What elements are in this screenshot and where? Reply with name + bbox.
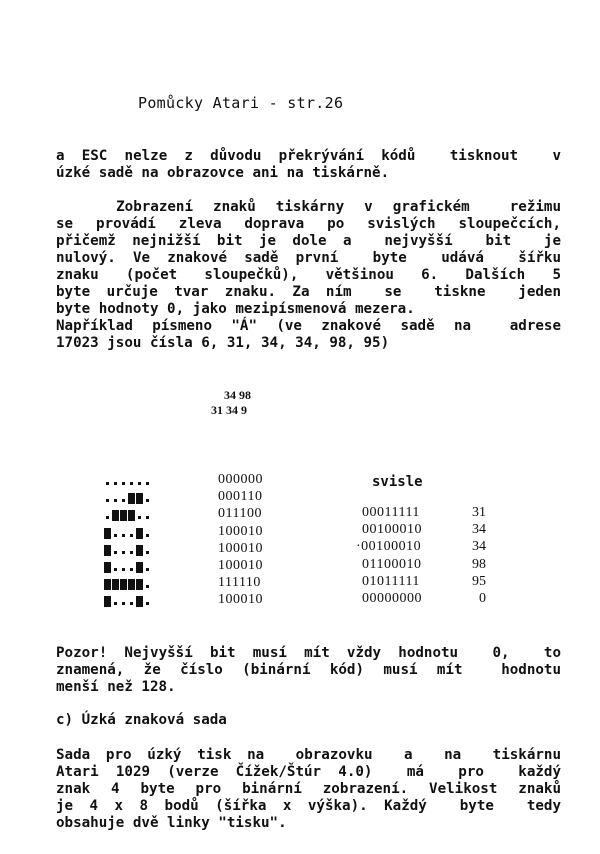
text-line: Například písmeno "Á" (ve znakové sadě na adrese <box>56 318 561 334</box>
pixel-on <box>128 579 135 590</box>
pixel-off <box>144 562 151 573</box>
pixel-on <box>104 579 111 590</box>
pixel-on <box>104 545 111 556</box>
pixel-off <box>128 528 135 539</box>
text-line: znak 4 byte pro binární zobrazení. Velikost znaků <box>56 781 561 797</box>
pixel-off <box>104 493 111 504</box>
text-line: byte hodnoty 0, jako mezipísmenová mezera. <box>56 301 415 317</box>
pixel-on <box>120 579 127 590</box>
binary-pattern: 100010 <box>218 592 263 608</box>
pixel-off <box>144 596 151 607</box>
text-line: 17023 jsou čísla 6, 31, 34, 34, 98, 95) <box>56 335 390 351</box>
pixel-off <box>104 510 111 521</box>
paragraph-2 <box>56 199 561 352</box>
binary-pattern: 100010 <box>218 523 263 539</box>
pixel-off <box>136 476 143 487</box>
pixel-off <box>112 493 119 504</box>
vertical-bits: 00100010 <box>362 522 422 538</box>
binary-pattern: 000110 <box>218 489 263 505</box>
binary-pattern: 111110 <box>218 575 261 591</box>
pixel-on <box>112 579 119 590</box>
pixel-off <box>112 596 119 607</box>
vertical-bits: 01100010 <box>362 556 422 572</box>
glyph-row <box>104 573 152 590</box>
pixel-off <box>128 476 135 487</box>
pixel-on <box>104 528 111 539</box>
text-line: znamená, že číslo (binární kód) musí mít hodnotu <box>56 662 561 678</box>
pixel-on <box>112 510 119 521</box>
glyph-row <box>104 522 152 539</box>
vertical-value: 31 <box>472 505 486 520</box>
pixel-off <box>104 476 111 487</box>
glyph-row <box>104 487 152 504</box>
pixel-off <box>112 528 119 539</box>
pixel-on <box>136 528 143 539</box>
pixel-off <box>128 545 135 556</box>
text-line: se provádí zleva doprava po svislých sloupečcích, <box>56 216 561 232</box>
pixel-off <box>120 493 127 504</box>
pixel-on <box>128 493 135 504</box>
pixel-on <box>136 596 143 607</box>
vertical-bits: 00000000 <box>362 591 422 606</box>
pixel-off <box>120 528 127 539</box>
figure-number-line-1: 34 98 <box>224 388 251 402</box>
pixel-on <box>136 579 143 590</box>
pixel-off <box>144 476 151 487</box>
pixel-off <box>112 476 119 487</box>
text-line: Zobrazení znaků tiskárny v grafickém režimu <box>56 199 561 215</box>
vertical-heading: svisle <box>372 474 423 490</box>
pixel-off <box>112 545 119 556</box>
glyph-row <box>104 556 152 573</box>
pixel-off <box>144 579 151 590</box>
pixel-off <box>120 562 127 573</box>
page-title: Pomůcky Atari - str.26 <box>138 94 344 112</box>
vertical-value: 34 <box>472 539 486 555</box>
vertical-bits: 00011111 <box>362 505 420 520</box>
text-line: úzké sadě na obrazovce ani na tiskárně. <box>56 165 390 181</box>
text-line: obsahuje dvě linky "tisku". <box>56 815 287 831</box>
text-line: nulový. Ve znakové sadě první byte udává šířku <box>56 250 561 266</box>
text-line: menší než 128. <box>56 679 176 695</box>
pixel-off <box>120 545 127 556</box>
vertical-bits: 01011111 <box>362 573 420 589</box>
pixel-on <box>120 510 127 521</box>
pixel-on <box>136 562 143 573</box>
pixel-off <box>144 545 151 556</box>
glyph-row <box>104 539 152 556</box>
text-line: Sada pro úzký tisk na obrazovku a na tiskárnu <box>56 747 561 763</box>
pixel-off <box>144 528 151 539</box>
vertical-value: 98 <box>472 556 486 572</box>
paragraph-3 <box>56 645 561 696</box>
pixel-off <box>120 596 127 607</box>
binary-pattern: 100010 <box>218 540 263 556</box>
binary-pattern: 000000 <box>218 472 263 487</box>
paragraph-5 <box>56 747 561 832</box>
pixel-off <box>112 562 119 573</box>
binary-pattern: 100010 <box>218 558 263 573</box>
text-line: znaku (počet sloupečků), většinou 6. Dalších 5 <box>56 267 561 283</box>
pixel-on <box>104 562 111 573</box>
pixel-off <box>144 493 151 504</box>
text-line: Pozor! Nejvyšší bit musí mít vždy hodnotu 0, to <box>56 645 561 661</box>
glyph-row <box>104 590 152 607</box>
figure-number-line-2: 31 34 9 <box>211 403 247 417</box>
vertical-bits: ·00100010 <box>356 539 422 555</box>
glyph-row <box>104 504 152 521</box>
pixel-on <box>128 510 135 521</box>
paragraph-1 <box>56 148 561 182</box>
section-heading <box>56 712 561 729</box>
text-line: c) Úzká znaková sada <box>56 712 227 728</box>
text-line: Atari 1029 (verze Čížek/Štúr 4.0) má pro každý <box>56 764 561 780</box>
vertical-value: 0 <box>479 591 486 606</box>
pixel-on <box>104 596 111 607</box>
binary-pattern: 011100 <box>218 506 262 522</box>
text-line: byte určuje tvar znaku. Za ním se tiskne jeden <box>56 284 561 300</box>
pixel-off <box>120 476 127 487</box>
pixel-off <box>136 510 143 521</box>
pixel-off <box>128 596 135 607</box>
pixel-on <box>136 545 143 556</box>
pixel-off <box>128 562 135 573</box>
glyph-row <box>104 470 152 487</box>
vertical-value: 95 <box>472 573 486 589</box>
pixel-on <box>136 493 143 504</box>
text-line: je 4 x 8 bodů (šířka x výška). Každý byte tedy <box>56 798 561 814</box>
text-line: přičemž nejnižší bit je dole a nejvyšší bit je <box>56 233 561 249</box>
pixel-off <box>144 510 151 521</box>
vertical-value: 34 <box>472 522 486 538</box>
text-line: a ESC nelze z důvodu překrývání kódů tisknout v <box>56 148 561 164</box>
